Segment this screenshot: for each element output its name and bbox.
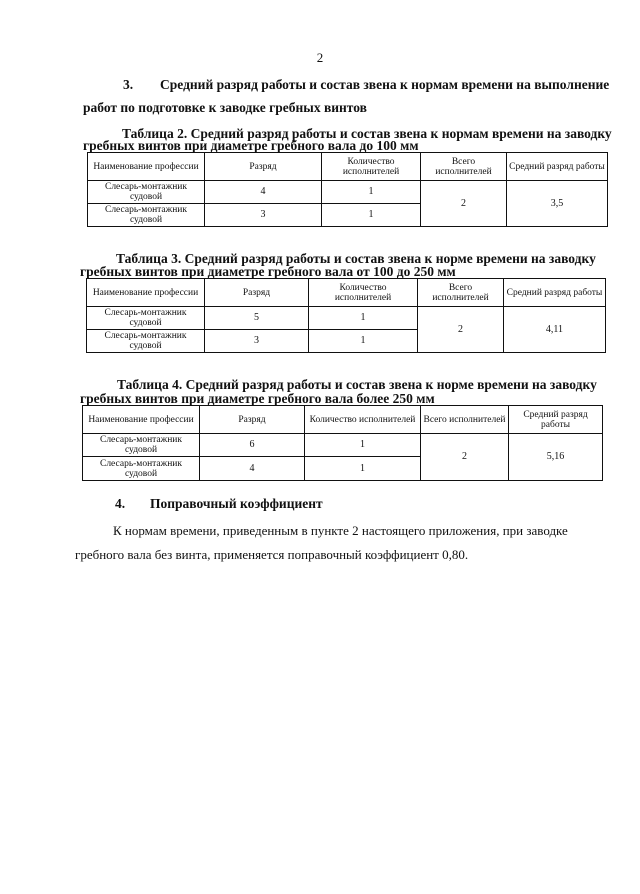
header-count: Количество исполнителей bbox=[322, 153, 421, 181]
header-profession: Наименование профессии bbox=[83, 406, 200, 434]
cell-grade: 3 bbox=[205, 330, 309, 353]
cell-profession: Слесарь-монтажник судовой bbox=[83, 434, 200, 457]
table-header-row bbox=[88, 153, 608, 181]
header-grade: Разряд bbox=[200, 406, 305, 434]
section-3-number: 3. bbox=[123, 77, 134, 92]
header-profession: Наименование профессии bbox=[88, 153, 205, 181]
cell-total: 2 bbox=[421, 434, 509, 481]
cell-avg: 4,11 bbox=[504, 307, 606, 353]
table-2 bbox=[87, 152, 608, 227]
table-row bbox=[83, 434, 603, 457]
header-total: Всего исполнителей bbox=[421, 406, 509, 434]
cell-grade: 5 bbox=[205, 307, 309, 330]
section-4-title: Поправочный коэффициент bbox=[150, 496, 323, 511]
header-grade: Разряд bbox=[205, 279, 309, 307]
header-avg: Средний разряд работы bbox=[504, 279, 606, 307]
header-avg: Средний разряд работы bbox=[507, 153, 608, 181]
cell-avg: 3,5 bbox=[507, 181, 608, 227]
cell-profession: Слесарь-монтажник судовой bbox=[83, 457, 200, 481]
header-avg: Средний разряд работы bbox=[509, 406, 603, 434]
cell-grade: 4 bbox=[200, 457, 305, 481]
section-4-text-line2: гребного вала без винта, применяется поправочный коэффициент 0,80. bbox=[75, 547, 469, 562]
header-total: Всего исполнителей bbox=[421, 153, 507, 181]
section-3-title-line1: Средний разряд работы и состав звена к нормам времени на выполнение bbox=[160, 77, 610, 92]
cell-count: 1 bbox=[322, 204, 421, 227]
header-grade: Разряд bbox=[205, 153, 322, 181]
table-2-caption-line2: гребных винтов при диаметре гребного вала до 100 мм bbox=[83, 138, 419, 153]
cell-profession: Слесарь-монтажник судовой bbox=[88, 181, 205, 204]
cell-count: 1 bbox=[322, 181, 421, 204]
cell-grade: 6 bbox=[200, 434, 305, 457]
table-header-row bbox=[83, 406, 603, 434]
table-3-caption-line1: Таблица 3. Средний разряд работы и состав звена к норме времени на заводку bbox=[116, 251, 596, 266]
table-header-row bbox=[87, 279, 606, 307]
section-4-text-line1: К нормам времени, приведенным в пункте 2 настоящего приложения, при заводке bbox=[113, 523, 568, 538]
table-2-caption-line1: Таблица 2. Средний разряд работы и состав звена к нормам времени на заводку bbox=[122, 126, 612, 141]
table-4 bbox=[82, 405, 603, 481]
cell-avg: 5,16 bbox=[509, 434, 603, 481]
table-4-caption-line2: гребных винтов при диаметре гребного вала более 250 мм bbox=[80, 391, 435, 406]
cell-profession: Слесарь-монтажник судовой bbox=[87, 307, 205, 330]
cell-profession: Слесарь-монтажник судовой bbox=[87, 330, 205, 353]
header-count: Количество исполнителей bbox=[305, 406, 421, 434]
table-row bbox=[88, 181, 608, 204]
table-row bbox=[87, 307, 606, 330]
header-total: Всего исполнителей bbox=[418, 279, 504, 307]
cell-count: 1 bbox=[305, 434, 421, 457]
section-3-title-line2: работ по подготовке к заводке гребных винтов bbox=[83, 100, 367, 115]
cell-grade: 3 bbox=[205, 204, 322, 227]
section-4-number: 4. bbox=[115, 496, 126, 511]
cell-total: 2 bbox=[418, 307, 504, 353]
cell-count: 1 bbox=[309, 330, 418, 353]
cell-count: 1 bbox=[305, 457, 421, 481]
page-number: 2 bbox=[316, 50, 324, 65]
cell-profession: Слесарь-монтажник судовой bbox=[88, 204, 205, 227]
cell-total: 2 bbox=[421, 181, 507, 227]
cell-count: 1 bbox=[309, 307, 418, 330]
table-3 bbox=[86, 278, 606, 353]
cell-grade: 4 bbox=[205, 181, 322, 204]
header-count: Количество исполнителей bbox=[309, 279, 418, 307]
header-profession: Наименование профессии bbox=[87, 279, 205, 307]
table-3-caption-line2: гребных винтов при диаметре гребного вала от 100 до 250 мм bbox=[80, 264, 456, 279]
table-4-caption-line1: Таблица 4. Средний разряд работы и состав звена к норме времени на заводку bbox=[117, 377, 597, 392]
